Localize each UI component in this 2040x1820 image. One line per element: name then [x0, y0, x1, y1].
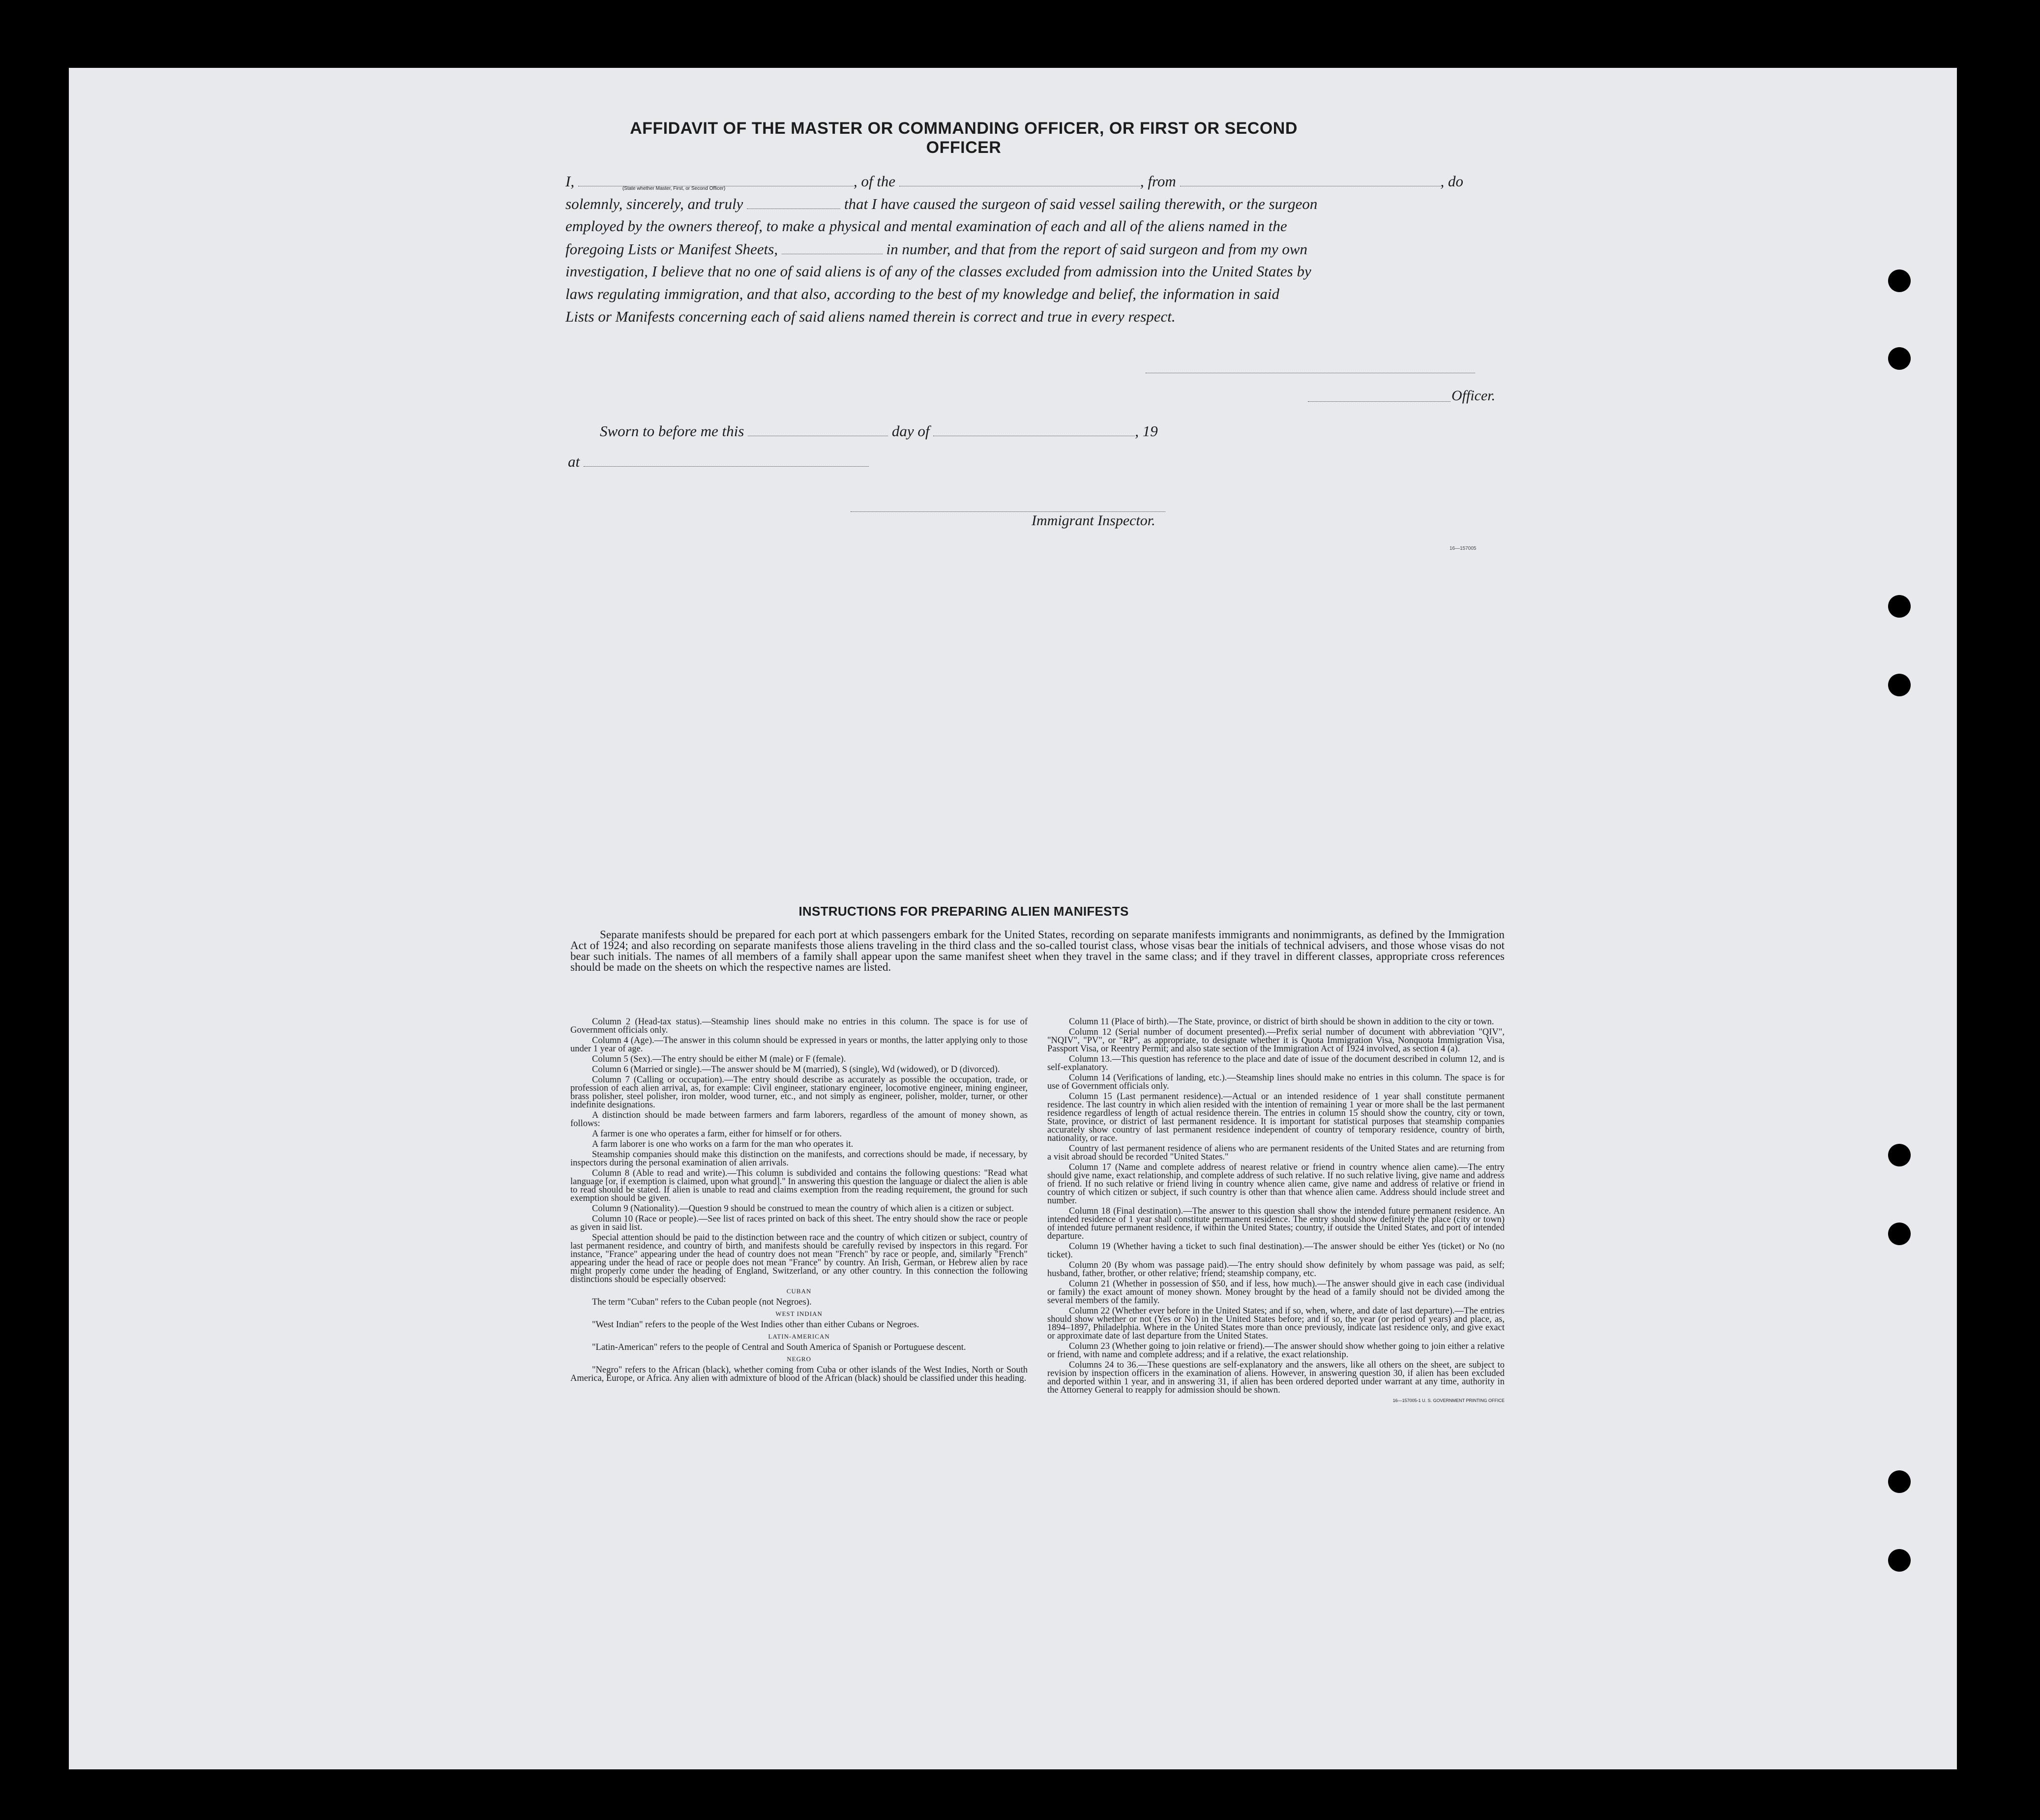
instruction-paragraph: Column 11 (Place of birth).—The State, province, or district of birth should be shown in addition to the city or town. [1069, 1017, 1494, 1027]
sworn-text: Sworn to before me this [600, 422, 744, 440]
punch-hole [1888, 595, 1911, 618]
sworn-line [600, 422, 1544, 440]
instructions-intro: Separate manifests should be prepared for each port at which passengers embark for the United States, recording on separate manifests immigrants and nonimmigrants, as defined by the Immigration Act of 1924; and also recording on separate manifests those aliens traveling in the third class and the so-called tourist class, whose visas bear the initials of technical advisers, and those whose visas do not bear such initials. The names of all members of a family shall appear upon the same manifest sheet when they travel in the same class; and if they travel in different classes, appropriate cross references should be made on the sheets on which the respective names are listed. [570, 928, 1505, 973]
sworn-day-field[interactable] [748, 422, 888, 436]
instruction-paragraph: Column 7 (Calling or occupation).—The entry should describe as accurately as possible the occupation, trade, or profession of each alien arrival, as, for example: Civil engineer, stationary engineer, locomotive engineer, mining engineer, brass polisher, steel polisher, iron molder, wood turner, etc., and not simply as engineer, polisher, molder, turner, or other indefinite designations. [570, 1075, 1028, 1110]
punch-hole [1888, 1144, 1911, 1166]
instruction-paragraph: Column 14 (Verifications of landing, etc.).—Steamship lines should make no entries in this column. The space is for use of Government officials only. [1047, 1073, 1505, 1091]
instructions-right-column [1047, 1018, 1505, 1407]
sworn-month-field[interactable] [933, 422, 1135, 436]
sworn-year-prefix: , 19 [1135, 422, 1158, 440]
instruction-paragraph: Column 10 (Race or people).—See list of races printed on back of this sheet. The entry should show the race or people as given in said list. [570, 1214, 1028, 1232]
punch-hole [1888, 347, 1911, 370]
sworn-text: day of [891, 422, 930, 440]
affidavit-line-1 [565, 172, 1509, 190]
vessel-name-field[interactable] [899, 172, 1140, 186]
heading-cuban: CUBAN [786, 1287, 812, 1295]
affidavit-of-the: , of the [853, 172, 896, 190]
affidavit-text: foregoing Lists or Manifest Sheets, [565, 240, 778, 258]
instruction-paragraph: Column 2 (Head-tax status).—Steamship lines should make no entries in this column. The space is for use of Government officials only. [570, 1017, 1028, 1035]
sheet-count-field[interactable] [782, 240, 883, 254]
affidavit-line-5: investigation, I believe that no one of said aliens is of any of the classes excluded from admission into the United States by [565, 263, 1311, 280]
affidavit-do: , do [1440, 172, 1463, 190]
instruction-paragraph: Column 13.—This question has reference to the place and date of issue of the document described in column 12, and is self-explanatory. [1047, 1054, 1505, 1073]
inspector-label: Immigrant Inspector. [1032, 512, 1155, 529]
footer-code: 16—157005-1 U. S. GOVERNMENT PRINTING OFFICE [1392, 1398, 1505, 1403]
instruction-paragraph: Column 6 (Married or single).—The answer should be M (married), S (single), Wd (widowed), or D (divorced). [592, 1065, 1000, 1074]
departure-port-field[interactable] [1180, 172, 1441, 186]
oath-type-field[interactable] [747, 195, 840, 209]
heading-west-indian: WEST INDIAN [775, 1310, 823, 1317]
instruction-paragraph: A distinction should be made between farmers and farm laborers, regardless of the amount of money shown, as follows: [570, 1110, 1028, 1129]
instruction-paragraph: Column 20 (By whom was passage paid).—The entry should show definitely by whom passage was paid, as self; husband, father, brother, or other relative; friend; steamship company, etc. [1047, 1260, 1505, 1279]
affidavit-from: , from [1140, 172, 1176, 190]
heading-negro: NEGRO [787, 1355, 811, 1363]
affidavit-text: in number, and that from the report of said surgeon and from my own [886, 240, 1308, 258]
instruction-paragraph: Column 15 (Last permanent residence).—Actual or an intended residence of 1 year shall constitute permanent residence. The last country in which alien resided with the intention of remaining 1 year or more shall be the last permanent residence regardless of length of actual residence therein. The entries in column 15 should show the country, city or town, State, province, or district of last permanent residence. It is important for statistical purposes that steamship companies accurately show country of last permanent residence independent of country of temporary residence, country of birth, nationality, or race. [1047, 1092, 1505, 1143]
affidavit-i: I, [565, 172, 575, 190]
heading-latin-american: LATIN-AMERICAN [768, 1333, 830, 1340]
instruction-paragraph: Column 8 (Able to read and write).—This column is subdivided and contains the following questions: "Read what language [or, if exemption is claimed, upon what ground]." In answering this question the language or dialect the alien is able to read should be stated. If alien is unable to read and claims exemption from the reading requirement, the ground for such exemption should be given. [570, 1168, 1028, 1203]
manifest-sheet [69, 68, 1957, 1769]
instruction-paragraph: Columns 24 to 36.—These questions are self-explanatory and the answers, like all others on the sheet, are subject to revision by inspection officers in the examination of aliens. However, in answering question 30, if alien has been excluded and deported within 1 year, and in answering 31, if alien has been ordered deported under warrant at any time, authority in the Attorney General to reapply for admission should be shown. [1047, 1360, 1505, 1395]
at-line [568, 452, 1512, 471]
officer-rank-note: (State whether Master, First, or Second Officer) [622, 186, 726, 191]
instruction-paragraph: Country of last permanent residence of aliens who are permanent residents of the United States and are returning from a visit abroad should be recorded "United States." [1047, 1144, 1505, 1162]
instruction-paragraph: Column 19 (Whether having a ticket to such final destination).—The answer should be either Yes (ticket) or No (no ticket). [1047, 1242, 1505, 1260]
instruction-paragraph: The term "Cuban" refers to the Cuban people (not Negroes). [592, 1297, 812, 1307]
punch-hole [1888, 674, 1911, 696]
inspector-signature-line[interactable] [851, 511, 1165, 512]
instruction-paragraph: "Latin-American" refers to the people of Central and South America of Spanish or Portuguese descent. [592, 1343, 966, 1352]
instruction-paragraph: Column 12 (Serial number of document presented).—Prefix serial number of document with abbreviation "QIV", "NQIV", "PV", or "RP", as appropriate, to designate whether it is Quota Immigration Visa, Nonquota Immigration Visa, Passport Visa, or Reentry Permit; and also state section of the Immigration Act of 1924 involved, as section 4 (a). [1047, 1027, 1505, 1054]
punch-hole [1888, 1470, 1911, 1493]
affidavit-line-2 [565, 195, 1509, 213]
affidavit-line-7: Lists or Manifests concerning each of said aliens named therein is correct and true in every respect. [565, 308, 1176, 325]
instruction-paragraph: Special attention should be paid to the distinction between race and the country of which citizen or subject, country of last permanent residence, and country of birth, and manifests should be carefully revised by inspectors in this regard. For instance, "France" appearing under the head of country does not mean "French" by race or people, and, similarly "French" appearing under the head of race or people does not mean "France" by country. An Irish, German, or Hebrew alien by race might properly come under the heading of England, Switzerland, or any other country. In this connection the following distinctions should be especially observed: [570, 1233, 1028, 1284]
punch-hole [1888, 269, 1911, 292]
instruction-paragraph: Column 22 (Whether ever before in the United States; and if so, when, where, and date of last departure).—The entries should show whether or not (Yes or No) in the United States before; and if so, the year (or period of years) and place, as, 1894–1897, Philadelphia. Where in the United States more than once previously, indicate last residence only, and give exact or approximate date of last departure from the United States. [1047, 1306, 1505, 1341]
sworn-place-field[interactable] [584, 452, 869, 467]
at-label: at [568, 452, 580, 470]
instruction-paragraph: "West Indian" refers to the people of the West Indies other than either Cubans or Negroes. [592, 1320, 919, 1330]
instruction-paragraph: "Negro" refers to the African (black), whether coming from Cuba or other islands of the West Indies, North or South America, Europe, or Africa. Any alien with admixture of blood of the African (black) should be classified under this heading. [570, 1365, 1028, 1383]
punch-hole [1888, 1549, 1911, 1572]
affidavit-title: AFFIDAVIT OF THE MASTER OR COMMANDING OFFICER, OR FIRST OR SECOND OFFICER [630, 119, 1298, 157]
affidavit-form-code: 16—157005 [1449, 546, 1477, 551]
instruction-paragraph: Column 9 (Nationality).—Question 9 should be construed to mean the country of which alien is a citizen or subject. [592, 1204, 1014, 1214]
officer-signature-line[interactable] [1308, 401, 1450, 402]
instruction-paragraph: Column 17 (Name and complete address of nearest relative or friend in country whence alien came).—The entry should give name, exact relationship, and complete address of such relative. If no such relative living, give name and address of friend. If no such relative or friend living in country whence alien came, give name and address of relative or friend in country of which citizen or subject, if such country is other than that whence alien came. Address should include street and number. [1047, 1163, 1505, 1206]
instruction-paragraph: Column 21 (Whether in possession of $50, and if less, how much).—The answer should give in each case (individual or family) the exact amount of money shown. Money brought by the head of a family should not be divided among the several members of the family. [1047, 1279, 1505, 1306]
instruction-paragraph: Column 23 (Whether going to join relative or friend).—The answer should show whether going to join either a relative or friend, with name and complete address; and if a relative, the exact relationship. [1047, 1342, 1505, 1360]
officer-label: Officer. [1451, 388, 1496, 404]
affidavit-line-4 [565, 240, 1509, 258]
punch-hole [1888, 1223, 1911, 1245]
instruction-paragraph: A farmer is one who operates a farm, either for himself or for others. [592, 1129, 842, 1139]
instruction-paragraph: Steamship companies should make this distinction on the manifests, and corrections should be made, if necessary, by inspectors during the personal examination of alien arrivals. [570, 1150, 1028, 1168]
affidavit-text: that I have caused the surgeon of said vessel sailing therewith, or the surgeon [844, 195, 1318, 212]
officer-rank-field[interactable] [578, 172, 854, 191]
instruction-paragraph: Column 4 (Age).—The answer in this column should be expressed in years or months, the latter applying only to those under 1 year of age. [570, 1036, 1028, 1054]
instruction-paragraph: A farm laborer is one who works on a farm for the man who operates it. [592, 1139, 854, 1149]
instruction-paragraph: Column 18 (Final destination).—The answer to this question shall show the intended future permanent residence. An intended residence of 1 year shall constitute permanent residence. The entry should show definitely the place (city or town) of intended future permanent residence, if within the United States; country, if outside the United States, and port of intended departure. [1047, 1206, 1505, 1241]
instructions-title: INSTRUCTIONS FOR PREPARING ALIEN MANIFESTS [798, 904, 1129, 919]
affidavit-line-6: laws regulating immigration, and that also, according to the best of my knowledge and belief, the information in said [565, 285, 1280, 302]
affidavit-text: solemnly, sincerely, and truly [565, 195, 743, 212]
affidavit-line-3: employed by the owners thereof, to make a physical and mental examination of each and all of the aliens named in the [565, 217, 1287, 235]
instructions-left-column [570, 1018, 1028, 1385]
instruction-paragraph: Column 5 (Sex).—The entry should be either M (male) or F (female). [592, 1054, 846, 1064]
